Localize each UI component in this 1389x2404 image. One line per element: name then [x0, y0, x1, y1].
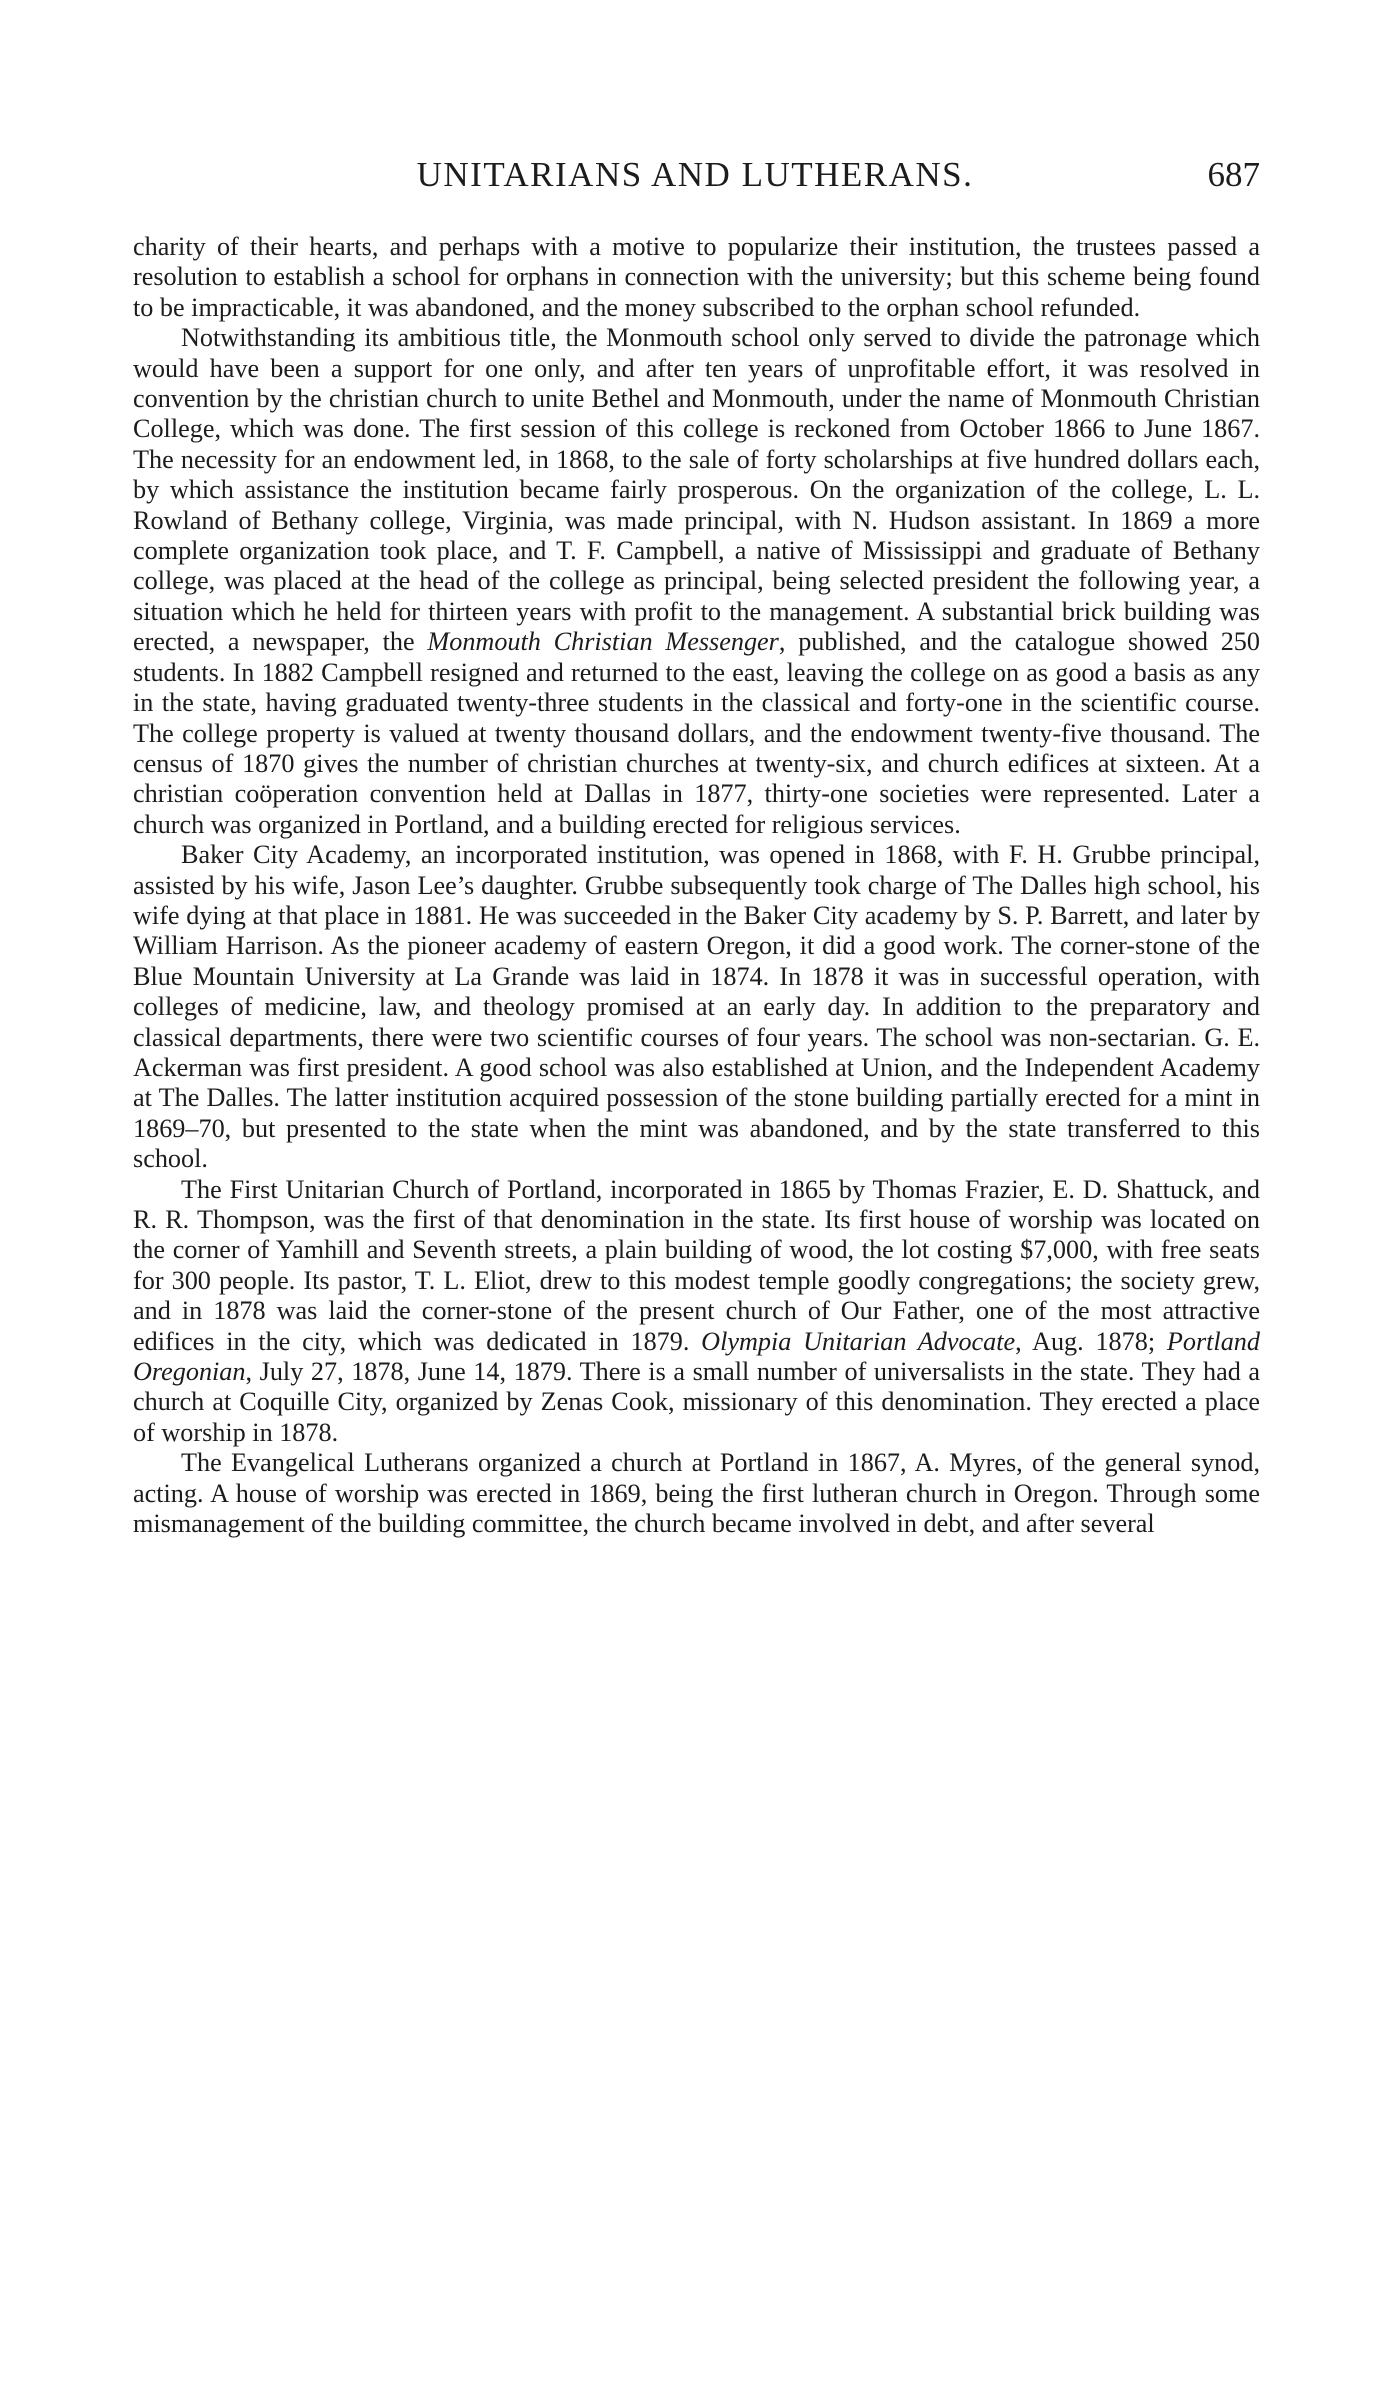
paragraph-baker-city-academy [133, 840, 1260, 1174]
paragraph-unitarian-church [133, 1175, 1260, 1449]
text-run: , Aug. 1878; [1015, 1326, 1167, 1356]
text-run: Notwithstanding its ambitious title, the Monmouth school only served to divide the patronage which would have been a support for one only, and after ten years of unprofitable effort, it was resolved in convention by the christian church to unite Bethel and Monmouth, under the name of Monmouth Christian College, which was done. The first session of this college is reckoned from October 1866 to June 1867. The necessity for an endowment led, in 1868, to the sale of forty scholarships at five hundred dollars each, by which assistance the institution became fairly prosperous. On the organization of the college, L. L. Rowland of Bethany college, Virginia, was made principal, with N. Hudson assistant. In 1869 a more complete organization took place, and T. F. Campbell, a native of Mississippi and graduate of Bethany college, was placed at the head of the college as principal, being selected president the following year, a situation which he held for thirteen years with profit to the management. A substantial brick building was erected, a newspaper, the [133, 323, 1260, 657]
page-number: 687 [1207, 155, 1260, 194]
newspaper-title: Monmouth Christian Messenger [427, 627, 779, 657]
body-text [133, 232, 1260, 1539]
citation-title: Portland Oregonian [133, 1326, 1260, 1387]
paragraph-monmouth-college [133, 323, 1260, 840]
text-run: charity of their hearts, and perhaps with a motive to popularize their institution, the trustees passed a resolution to establish a school for orphans in connection with the university; but this scheme being found to be impracticable, it was abandoned, and the money subscribed to the orphan school refunded. [133, 232, 1260, 322]
paragraph-orphan-school [133, 232, 1260, 323]
paragraph-lutheran-church [133, 1448, 1260, 1539]
text-run: , published, and the catalogue showed 250 students. In 1882 Campbell resigned and returned to the east, leaving the college on as good a basis as any in the state, having graduated twenty-three students in the classical and forty-one in the scientific course. The college property is valued at twenty thousand dollars, and the endowment twenty-five thousand. The census of 1870 gives the number of christian churches at twenty-six, and church edifices at sixteen. At a christian coöperation convention held at Dallas in 1877, thirty-one societies were represented. Later a church was organized in Portland, and a building erected for religious services. [133, 627, 1260, 839]
text-run: The Evangelical Lutherans organized a church at Portland in 1867, A. Myres, of the general synod, acting. A house of worship was erected in 1869, being the first lutheran church in Oregon. Through some mismanagement of the building committee, the church became involved in debt, and after several [133, 1448, 1260, 1539]
text-run: Baker City Academy, an incorporated institution, was opened in 1868, with F. H. Grubbe principal, assisted by his wife, Jason Lee’s daughter. Grubbe subsequently took charge of The Dalles high school, his wife dying at that place in 1881. He was succeeded in the Baker City academy by S. P. Barrett, and later by William Harrison. As the pioneer academy of eastern Oregon, it did a good work. The corner-stone of the Blue Mountain University at La Grande was laid in 1874. In 1878 it was in successful operation, with colleges of medicine, law, and theology promised at an early day. In addition to the preparatory and classical departments, there were two scientific courses of four years. The school was non-sectarian. G. E. Ackerman was first president. A good school was also established at Union, and the Independent Academy at The Dalles. The latter institution acquired possession of the stone building partially erected for a mint in 1869–70, but presented to the state when the mint was abandoned, and by the state transferred to this school. [133, 840, 1260, 1174]
running-header [130, 150, 1260, 200]
citation-title: Olympia Unitarian Advocate [701, 1326, 1016, 1356]
text-run: , July 27, 1878, June 14, 1879. There is a small number of universalists in the state. They had a church at Coquille City, organized by Zenas Cook, missionary of this denomination. They erected a place of worship in 1878. [133, 1357, 1260, 1447]
chapter-running-title: UNITARIANS AND LUTHERANS. [416, 155, 974, 194]
text-run: The First Unitarian Church of Portland, incorporated in 1865 by Thomas Frazier, E. D. Shattuck, and R. R. Thompson, was the first of that denomination in the state. Its first house of worship was located on the corner of Yamhill and Seventh streets, a plain building of wood, the lot costing $7,000, with free seats for 300 people. Its pastor, T. L. Eliot, drew to this modest temple goodly congregations; the society grew, and in 1878 was laid the corner-stone of the present church of Our Father, one of the most attractive edifices in the city, which was dedicated in 1879. [133, 1174, 1260, 1356]
